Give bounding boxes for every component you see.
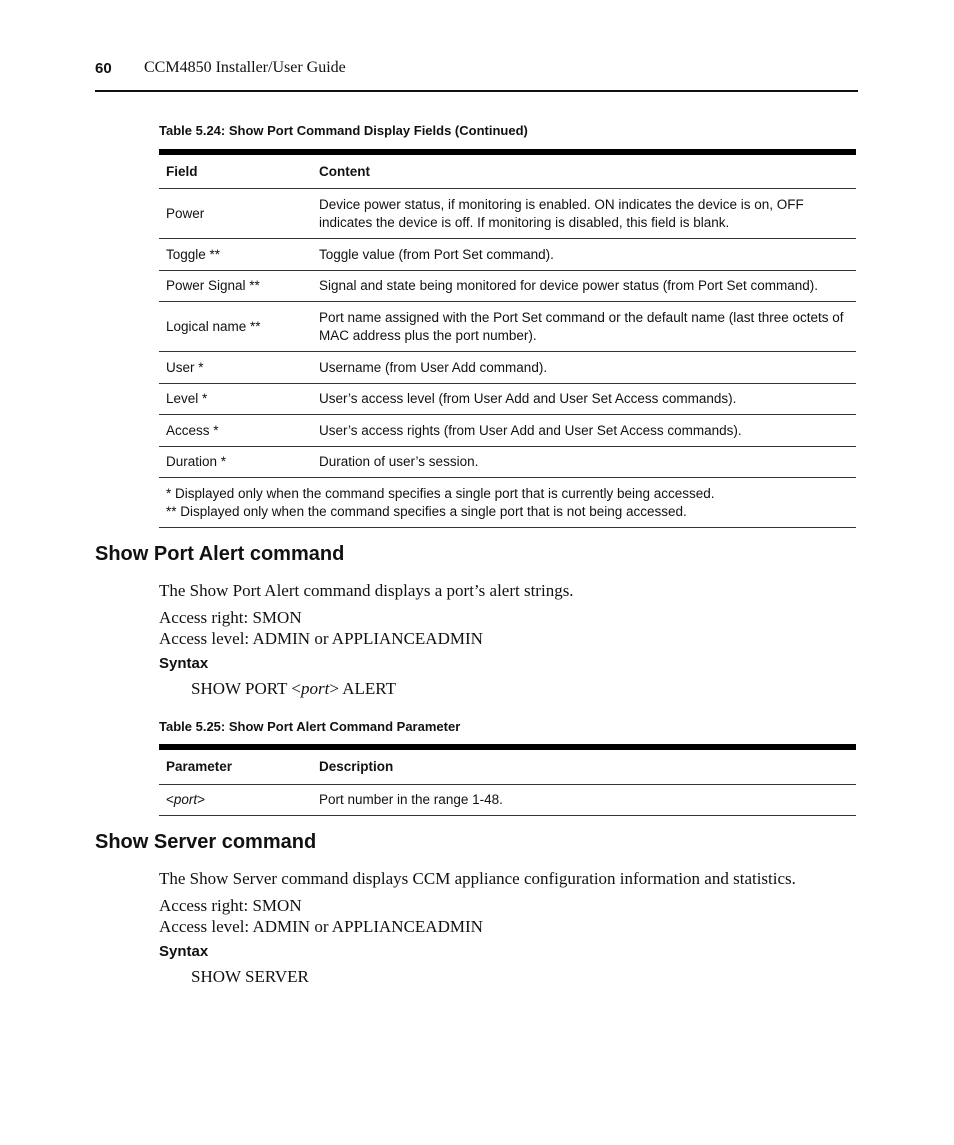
content-cell: User’s access level (from User Add and User Set Access commands). [319, 391, 737, 406]
param-close: > [197, 792, 206, 807]
field-cell: Toggle ** [166, 246, 221, 262]
access-level: Access level: ADMIN or APPLIANCEADMIN [159, 629, 483, 648]
syntax-suffix: > ALERT [329, 679, 396, 698]
description-cell: Port number in the range 1-48. [319, 792, 503, 807]
show-port-alert-syntax [191, 679, 396, 699]
table-header-row [159, 155, 856, 189]
field-cell: Power Signal ** [166, 278, 260, 293]
content-cell: Toggle value (from Port Set command). [319, 246, 554, 262]
footnote-single-asterisk: * Displayed only when the command specifies a single port that is currently being accessed. [166, 485, 715, 501]
field-cell: User * [166, 359, 204, 375]
access-right: Access right: SMON [159, 608, 302, 627]
field-cell: Duration * [166, 454, 227, 469]
table-row [159, 302, 856, 352]
show-server-access [159, 895, 483, 937]
table-5-25-caption: Table 5.25: Show Port Alert Command Parameter [159, 719, 461, 734]
content-cell: Device power status, if monitoring is enabled. ON indicates the device is on, OFF indicates the device is off. If monitoring is disabled, this field is blank. [319, 196, 804, 230]
page-header [95, 58, 858, 92]
column-header-field: Field [166, 163, 198, 179]
access-right: Access right: SMON [159, 896, 302, 915]
table-row [159, 415, 856, 447]
table-5-24-caption: Table 5.24: Show Port Command Display Fields (Continued) [159, 123, 528, 138]
show-port-fields-table [159, 149, 856, 528]
syntax-heading: Syntax [159, 943, 209, 960]
syntax-heading: Syntax [159, 655, 209, 672]
content-cell: Port name assigned with the Port Set command or the default name (last three octets of MAC address plus the port number). [319, 309, 844, 343]
content-cell: Username (from User Add command). [319, 359, 548, 375]
access-level: Access level: ADMIN or APPLIANCEADMIN [159, 917, 483, 936]
field-cell: Level * [166, 391, 208, 406]
content-cell: User’s access rights (from User Add and User Set Access commands). [319, 422, 742, 438]
table-row [159, 189, 856, 239]
syntax-prefix: SHOW PORT < [191, 679, 301, 698]
table-row [159, 271, 856, 302]
content-cell: Signal and state being monitored for device power status (from Port Set command). [319, 278, 818, 293]
parameter-cell [159, 791, 319, 809]
field-cell: Power [166, 205, 205, 221]
guide-title: CCM4850 Installer/User Guide [144, 59, 346, 76]
footnote-double-asterisk: ** Displayed only when the command specifies a single port that is not being accessed. [166, 503, 687, 519]
column-header-content: Content [319, 163, 370, 179]
show-port-alert-heading: Show Port Alert command [95, 543, 345, 565]
table-footnotes [159, 478, 856, 528]
table-row [159, 447, 856, 478]
show-server-heading: Show Server command [95, 831, 317, 853]
column-header-parameter: Parameter [166, 759, 233, 774]
show-server-description: The Show Server command displays CCM appliance configuration information and statistics. [159, 869, 796, 888]
table-header-row [159, 750, 856, 785]
param-open: < [166, 792, 174, 807]
show-port-alert-description: The Show Port Alert command displays a port’s alert strings. [159, 581, 574, 600]
show-port-alert-parameter-table [159, 744, 856, 816]
field-cell: Logical name ** [166, 318, 261, 334]
param-name: port [173, 792, 198, 807]
field-cell: Access * [166, 422, 219, 438]
table-row [159, 785, 856, 816]
show-port-alert-access [159, 607, 483, 649]
syntax-param: port [300, 679, 330, 698]
table-row [159, 239, 856, 271]
column-header-description: Description [319, 759, 394, 774]
content-cell: Duration of user’s session. [319, 454, 479, 469]
table-row [159, 352, 856, 384]
table-row [159, 384, 856, 415]
page-number: 60 [95, 60, 112, 77]
show-server-syntax: SHOW SERVER [191, 967, 309, 986]
